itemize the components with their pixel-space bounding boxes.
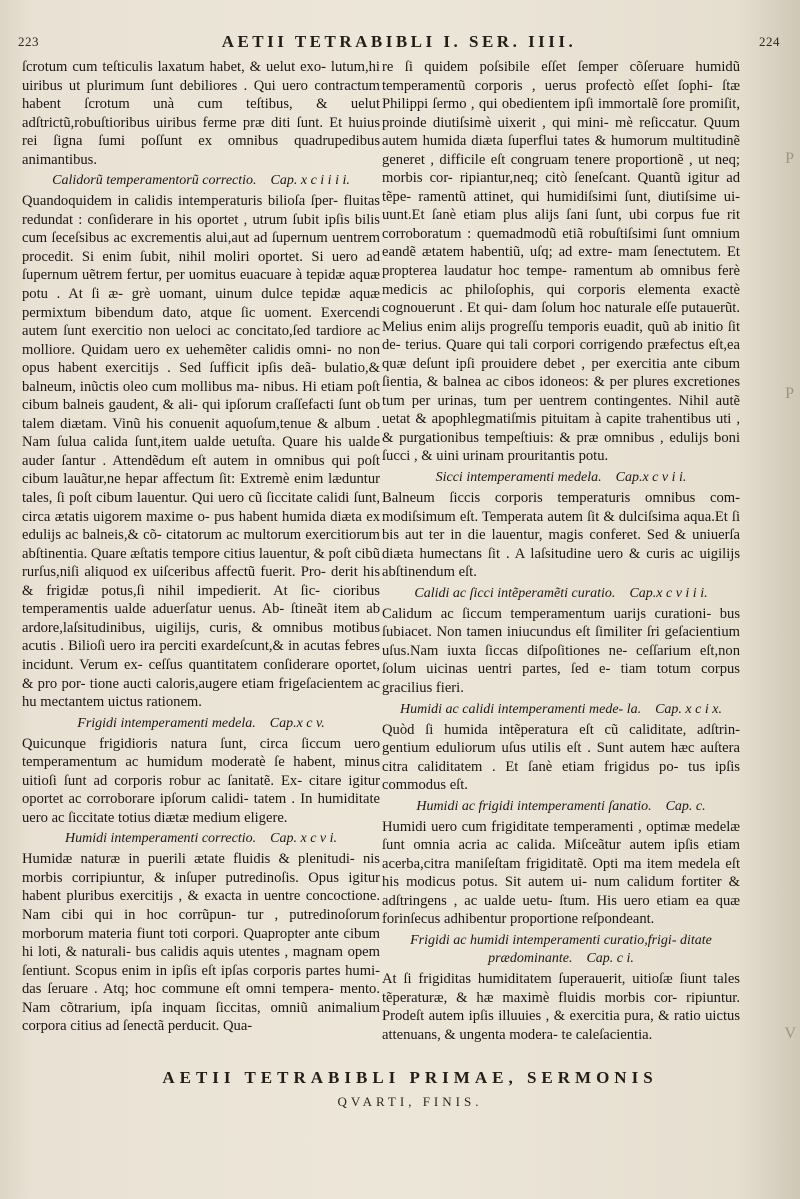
chapter-heading [382, 798, 740, 816]
chapter-heading-text: Calidi ac ſicci intẽperamẽti curatio. [414, 585, 616, 601]
chapter-number: Cap. x c i i i i. [270, 173, 350, 189]
body-paragraph: Humidæ naturæ in puerili ætate fluidis & plenitudi- nis morbis corripiuntur, & inſuper putredinoſis. Opus igitur habent pluribus exercitijs , & exacta in uentre concoctione. Nam cibi qui in hoc corrũpun- tur , putredinoſorum morborum materia fiunt toti corpori. Quapropter ante cibum hi loti, & naturali- bus calidis aquis utentes , magnam opem ſentiunt. Scopus enim in ipſis eſt ipſas corporis partes humi- das ſeruare . Atq; hoc commune eſt omni tempera- mento. Nam cõtrarium, ipſa inquam ſiccitas, omniũ animalium corpora citius ad ſenectã perducit. Qua- [22, 851, 380, 1035]
chapter-heading-text: Frigidi intemperamenti medela. [77, 715, 256, 731]
chapter-heading [382, 932, 740, 968]
chapter-number: Cap. c. [665, 798, 706, 814]
body-paragraph: Balneum ſiccis corporis temperaturis omnibus com- modiſsimum eſt. Temperata autem ſit & dulciſsima aqua.Et ſi bis aut ter in die lauentur, magis conferet. Sed & uniuerſa diæta humectans ſit . A laſsitudine uero & curis ac uigilijs abſtinendum eſt. [382, 490, 740, 581]
body-paragraph: At ſi frigiditas humiditatem ſuperauerit, uitioſæ ſiunt tales tẽperaturæ, & hæ maximè fluidis morbis cor- ripiuntur. Prodeſt autem ipſis illuuies , & exercitia pura, & ratio uictus attenuans, & ungenta modera- te caleſacientia. [382, 970, 740, 1043]
chapter-number: Cap.x c v. [269, 715, 325, 731]
colophon [60, 1068, 760, 1110]
chapter-heading [22, 172, 380, 190]
running-title: AETII TETRABIBLI I. SER. IIII. [221, 32, 577, 51]
chapter-heading-text: Frigidi ac humidi intemperamenti curatio,frigi- ditate prædominante. [410, 932, 712, 966]
chapter-heading [382, 585, 740, 603]
body-paragraph: ſcrotum cum teſticulis laxatum habet, & uelut exo- lutum,hi uiribus ut plurimum ſunt debiliores . Qui uero contractum habent ſcrotum unà cum teſtibus, & uelut adſtrictũ,robuſtioribus uiribus ferme præ diti ſunt. Et huius rei ſigna ſumi poſſunt ex omnibus quadrupedibus animantibus. [22, 59, 380, 168]
body-paragraph: Quicunque frigidioris natura ſunt, circa ſiccum uero temperamentum ac humidum moderatè ſe habent, minus uitioſi ſunt ad corporis robur ac ſanitatẽ. Ex- citare igitur oportet ac corroborare ipſorum calidi- tatem . In humiditate uero ac ſiccitate totius diætæ medium eligere. [22, 735, 380, 826]
left-column [22, 58, 380, 1036]
chapter-heading-text: Sicci intemperamenti medela. [435, 470, 602, 486]
body-paragraph: Calidum ac ſiccum temperamentum uarijs curationi- bus ſubiacet. Non tamen iniucundus eſt ſimiliter ſri geſacientium uſus.Nam iuxta ſiccas diſpoſitiones ne- ceſſarium eſt,non ſolum uicinas uentri partes, ſed e- tiam totum corpus gracilius fieri. [382, 605, 740, 696]
chapter-heading [22, 830, 380, 848]
right-column [382, 58, 740, 1044]
colophon-title: AETII TETRABIBLI PRIMAE, SERMONIS [162, 1068, 658, 1087]
chapter-number: Cap. x c i x. [655, 701, 722, 717]
chapter-heading [382, 701, 740, 719]
body-paragraph: Quandoquidem in calidis intemperaturis bilioſa ſper- fluitas redundat : conſiderare in his oportet , utrum ſubit ipſis bilis cum ſeceſsibus ac excrementis alui,aut ad ſupernum uentrem procedit. Si enim ſubit, nihil moliri oportet. Si uero ad ſupernum uẽtrem fertur, per uomitus euacuare à tepidæ aquæ potu . At ſi æ- grè uomant, uinum dulce tepidæ aquæ permixtum bibendum dato, atque ſic uoment. Exercendi autem ſunt exercitio non ueloci ac concitato,ſed tardiore ac molliore. Quidam uero ex uehemẽter calidis omni- no non opus habent exercitijs . Sed ſufficit ipſis deã- bulatio,& balneum, inũctis oleo cum mollibus ma- nibus. Hi etiam poſt cibum balneis gaudent, & ali- qui ipſorum craſſefacti ſunt ob talem diætam. Vinũ his conuenit aquoſum,tenue & album . Nam ſulua calida ſunt,item ualde uetuſta. Quare his ualde auder ſantur . Attendẽdum eſt autem in omnibus qui poſt cibum lauãtur,ne hepar affectum ſit: Extremè enim læduntur tales, ſi poſt cibum lauentur. Qui uero cũ ſiccitate calidi ſunt, circa ætatis uigorem maxime o- pus habent humida diæta ex edulijs ac balneis,& cõ- citatorum ac multorum exercitiorum abſtinentia. Quare æſtatis tempore citius lauentur, & poſt cibũ rurſus,niſi aliquod ex uiſceribus affectũ fuerit. Pro- derit his & frigidæ potus,ſi nihil impedierit. At ſic- cioribus temperamentis ualde aduerſatur uenus. Ab- ſtineãt item ab ardore,laſsitudinibus, uigilijs, curis, & omnibus motibus acutis . Bilioſi uero ira perciti exardeſcunt,& in acutas febres incidunt. Verum ex- ceſſus quantitatem conſiderare oportet, & pro por- tione aucti caloris,augere etiam frigeſacientem ac hu mectantem uictus rationem. [22, 193, 380, 711]
body-paragraph: Quòd ſi humida intẽperatura eſt cũ caliditate, adſtrin- gentium eduliorum uſus utilis eſt . Sunt autem hæc auſtera citra caliditatem . Et ſanè etiam frigidus po- tus ipſis commodus eſt. [382, 721, 740, 794]
chapter-heading-text: Humidi intemperamenti correctio. [64, 831, 257, 847]
page-number-left: 223 [18, 34, 39, 49]
body-paragraph: re ſi quidem poſsibile eſſet ſemper cõſeruare humidũ temperamentũ corporis , uerus profectò eſſet ſophi- ſtæ Philippi ſermo , qui obedientem ipſi immortalẽ ſore promiſit, proinde diutiſsimè uixerit , qui mini- mè reſiccatur. Quum autem humida diæta ſuperflui tates & humorum multitudinẽ generet , difficile eſt congruam tenere proportionẽ , ut neq; morbis cor- ripiantur,neq; citò ſeneſcant. Quantũ igitur ad tẽpe- ramentũ attinet, qui humidiſsimi ſunt, diutiſsime ui- uunt.Et ſanè etiam plus alijs ſani ſunt, ubi corpus fue rit corroboratum : quemadmodũ etiã robuſtiſsimi ſunt omnium eandẽ ætatem habentiũ, uſq; ad extre- mam ſenectutem. Et propterea laudatur hoc tempe- ramentum ab omnibus ferè medicis ac philoſophis, qui corporis elementa exactè cognouerunt . Et qui- dam ſolum hoc naturale eſſe putauerũt. Melius enim alijs progreſſu temporis euadit, quũ ab initio ſit de- terius. Quare qui tali corpori corrigendo præfectus eſt,ea quæ deſunt ipſi prouidere debet , per exercitia ante cibum ſientia, & balnea ac cibos idoneos: & per plures excretiones tum per urinas, tum per uentrem contingentes. Nihil autẽ uetat & apophlegmatiſmis pituitam à capite trahentibus uti , & purgationibus tempeſtiuis: & præ omnibus , edulijs boni ſucci , & uini urinam prouritantis potu. [382, 59, 740, 465]
running-head [18, 32, 780, 56]
chapter-heading-text: Humidi ac calidi intemperamenti mede- la. [400, 701, 642, 717]
chapter-number: Cap.x c v i i i. [629, 585, 708, 601]
bleed-through-mark: P [785, 385, 794, 402]
chapter-heading [22, 715, 380, 733]
page-number-right: 224 [759, 34, 780, 49]
chapter-heading [382, 469, 740, 487]
body-paragraph: Humidi uero cum frigiditate temperamenti , optimæ medelæ ſunt omnia acria ac calida. Miſceãtur autem ipſis etiam acerba,citra maniſeſtam frigiditatẽ. Opti ma item medela eſt his modicus potus. Sit autem ui- num calidum fortiter & adſtringens , ac ualde uetu- ſtum. His uero etiam ea quæ forinſecus adhibentur proportione reſpondeant. [382, 818, 740, 928]
chapter-heading-text: Calidorũ temperamentorũ correctio. [52, 173, 257, 189]
chapter-number: Cap.x c v i i. [615, 470, 687, 486]
bleed-through-mark: V [784, 1025, 796, 1042]
chapter-number: Cap. x c v i. [270, 831, 338, 847]
chapter-number: Cap. c i. [586, 950, 634, 966]
colophon-finis: QVARTI, FINIS. [337, 1094, 483, 1109]
chapter-heading-text: Humidi ac frigidi intemperamenti ſanatio. [416, 798, 652, 814]
bleed-through-mark: P [785, 150, 794, 167]
